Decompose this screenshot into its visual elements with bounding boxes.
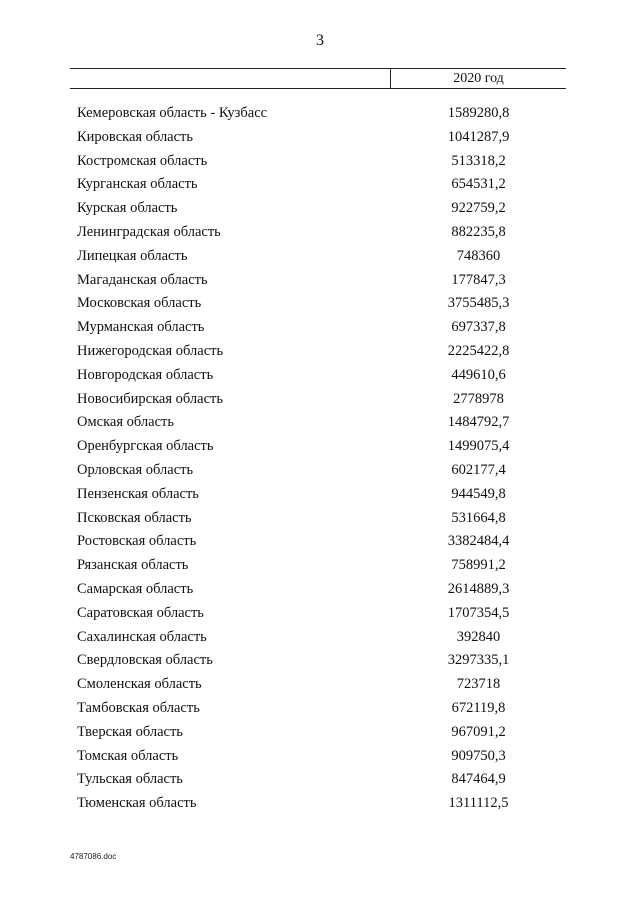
- table-row: [0, 554, 640, 578]
- region-name: Омская область: [77, 414, 174, 431]
- region-name: Псковская область: [77, 509, 192, 526]
- region-value: 1707354,5: [447, 604, 510, 621]
- region-value: 2614889,3: [447, 580, 510, 597]
- region-value: 2225422,8: [447, 342, 510, 359]
- table-row: [0, 245, 640, 269]
- table-row: [0, 530, 640, 554]
- table-row: [0, 292, 640, 316]
- table-row: [0, 126, 640, 150]
- region-name: Московская область: [77, 295, 202, 312]
- region-name: Томская область: [77, 747, 179, 764]
- region-value: 3382484,4: [447, 533, 510, 550]
- region-name: Оренбургская область: [77, 438, 214, 455]
- table-row: [0, 649, 640, 673]
- region-name: Нижегородская область: [77, 342, 224, 359]
- footer-doc-id: 4787086.doc: [70, 852, 117, 861]
- region-name: Рязанская область: [77, 557, 189, 574]
- region-value: 1484792,7: [447, 414, 510, 431]
- region-name: Тамбовская область: [77, 699, 200, 716]
- table-row: [0, 269, 640, 293]
- region-value: 922759,2: [451, 200, 506, 217]
- table-row: [0, 102, 640, 126]
- region-name: Костромская область: [77, 152, 208, 169]
- table-row: [0, 221, 640, 245]
- region-name: Саратовская область: [77, 604, 204, 621]
- table-row: [0, 721, 640, 745]
- region-value: 1311112,5: [448, 795, 509, 812]
- table-row: [0, 459, 640, 483]
- region-value: 748360: [456, 247, 501, 264]
- table-row: [0, 507, 640, 531]
- region-value: 513318,2: [451, 152, 506, 169]
- table-row: [0, 197, 640, 221]
- region-value: 944549,8: [451, 485, 506, 502]
- region-value: 2778978: [453, 390, 504, 407]
- region-value: 392840: [456, 628, 501, 645]
- region-value: 758991,2: [451, 557, 506, 574]
- table-row: [0, 150, 640, 174]
- region-name: Орловская область: [77, 461, 194, 478]
- table-row: [0, 388, 640, 412]
- region-value: 3755485,3: [447, 295, 510, 312]
- region-value: 449610,6: [451, 366, 506, 383]
- region-value: 672119,8: [451, 699, 506, 716]
- page-number: 3: [316, 32, 324, 49]
- region-name: Тюменская область: [77, 795, 197, 812]
- region-name: Сахалинская область: [77, 628, 207, 645]
- region-name: Самарская область: [77, 580, 194, 597]
- table-row: [0, 340, 640, 364]
- region-name: Новгородская область: [77, 366, 214, 383]
- region-name: Курганская область: [77, 176, 198, 193]
- region-name: Ленинградская область: [77, 223, 221, 240]
- table-row: [0, 626, 640, 650]
- region-value: 967091,2: [451, 723, 506, 740]
- region-value: 177847,3: [451, 271, 506, 288]
- table-row: [0, 173, 640, 197]
- region-value: 697337,8: [451, 319, 506, 336]
- table-row: [0, 602, 640, 626]
- region-name: Ростовская область: [77, 533, 197, 550]
- region-value: 847464,9: [451, 771, 506, 788]
- region-name: Пензенская область: [77, 485, 199, 502]
- region-name: Мурманская область: [77, 319, 205, 336]
- region-value: 909750,3: [451, 747, 506, 764]
- region-value: 1041287,9: [447, 128, 510, 145]
- region-name: Смоленская область: [77, 676, 202, 693]
- table-body: [0, 102, 640, 816]
- table-row: [0, 792, 640, 816]
- region-value: 602177,4: [451, 461, 506, 478]
- region-value: 3297335,1: [447, 652, 510, 669]
- region-name: Тульская область: [77, 771, 183, 788]
- region-value: 1499075,4: [447, 438, 510, 455]
- region-value: 723718: [456, 676, 501, 693]
- column-header-year: 2020 год: [453, 71, 504, 86]
- region-name: Кемеровская область - Кузбасс: [77, 105, 268, 121]
- region-name: Курская область: [77, 200, 178, 217]
- region-name: Магаданская область: [77, 271, 208, 288]
- table-row: [0, 435, 640, 459]
- region-value: 654531,2: [451, 176, 506, 193]
- table-header-bottom-rule: [70, 88, 566, 89]
- table-row: [0, 364, 640, 388]
- table-row: [0, 411, 640, 435]
- region-name: Новосибирская область: [77, 390, 223, 407]
- table-row: [0, 697, 640, 721]
- table-row: [0, 745, 640, 769]
- region-name: Липецкая область: [77, 247, 188, 264]
- region-name: Кировская область: [77, 128, 194, 145]
- table-row: [0, 673, 640, 697]
- table-row: [0, 316, 640, 340]
- region-value: 882235,8: [451, 223, 506, 240]
- region-value: 531664,8: [451, 509, 506, 526]
- region-name: Тверская область: [77, 723, 183, 740]
- table-row: [0, 483, 640, 507]
- region-value: 1589280,8: [447, 105, 510, 121]
- table-row: [0, 578, 640, 602]
- table-row: [0, 768, 640, 792]
- region-name: Свердловская область: [77, 652, 213, 669]
